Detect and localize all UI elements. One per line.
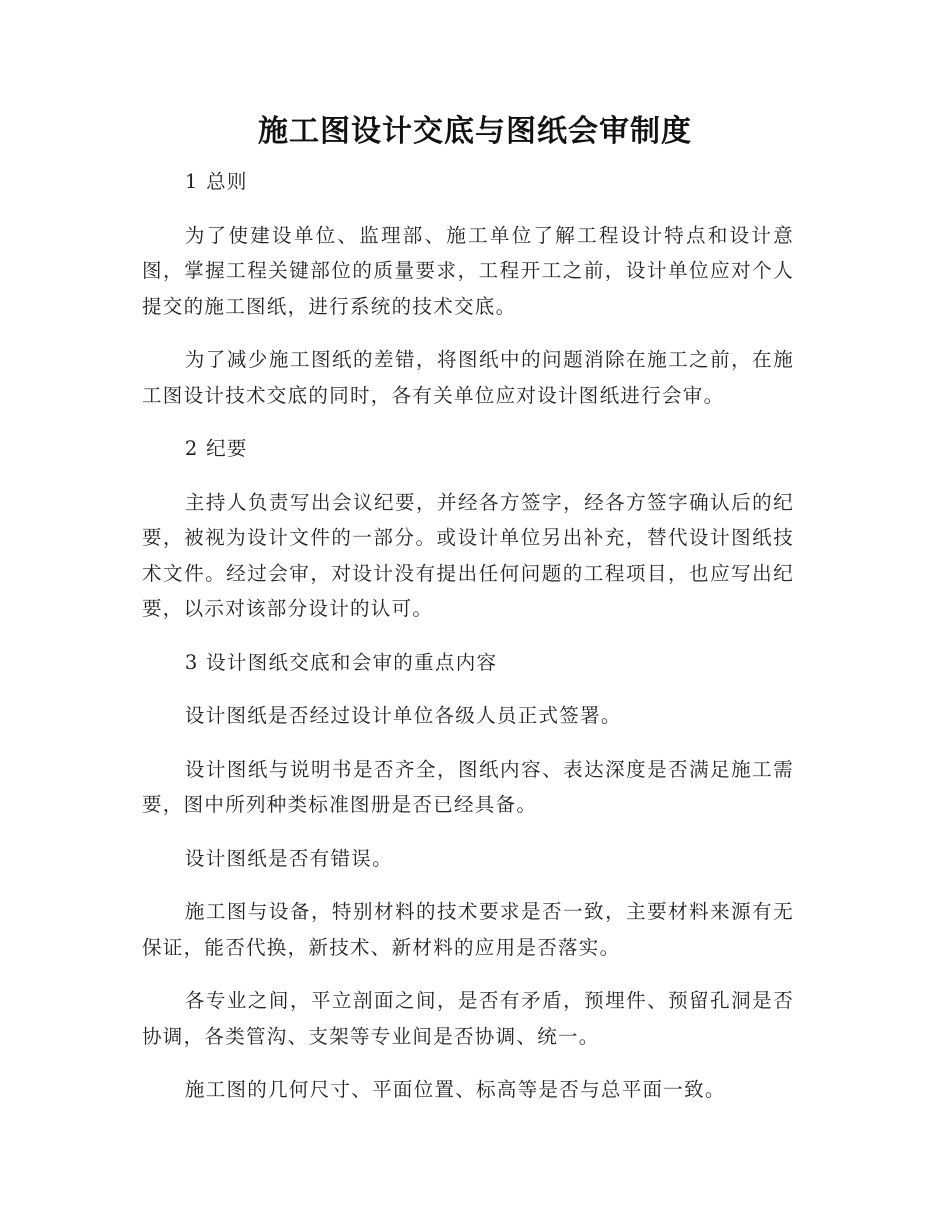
paragraph: 为了使建设单位、监理部、施工单位了解工程设计特点和设计意图，掌握工程关键部位的质量要求，工程开工之前，设计单位应对个人提交的施工图纸，进行系统的技术交底。 [142,223,794,318]
paragraph: 各专业之间，平立剖面之间，是否有矛盾，预埋件、预留孔洞是否协调，各类管沟、支架等专业间是否协调、统一。 [142,989,794,1048]
paragraph: 设计图纸与说明书是否齐全，图纸内容、表达深度是否满足施工需要，图中所列种类标准图册是否已经具备。 [142,757,794,816]
paragraph: 施工图与设备，特别材料的技术要求是否一致，主要材料来源有无保证，能否代换，新技术、新材料的应用是否落实。 [142,900,794,959]
section-heading-key-content: 3 设计图纸交底和会审的重点内容 [184,650,498,674]
section-heading-general: 1 总则 [184,170,248,193]
paragraph: 为了减少施工图纸的差错，将图纸中的问题消除在施工之前，在施工图设计技术交底的同时，各有关单位应对设计图纸进行会审。 [142,348,794,407]
paragraph: 施工图的几何尺寸、平面位置、标高等是否与总平面一致。 [184,1078,726,1101]
document-body [142,164,794,1126]
section-heading-minutes: 2 纪要 [184,437,248,460]
document-title: 施工图设计交底与图纸会审制度 [258,114,692,149]
paragraph: 设计图纸是否有错误。 [184,846,393,870]
paragraph: 设计图纸是否经过设计单位各级人员正式签署。 [184,704,622,727]
paragraph: 主持人负责写出会议纪要，并经各方签字，经各方签字确认后的纪要，被视为设计文件的一部分。或设计单位另出补充，替代设计图纸技术文件。经过会审，对设计没有提出任何问题的工程项目，也应写出纪要，以示对该部分设计的认可。 [142,490,794,620]
